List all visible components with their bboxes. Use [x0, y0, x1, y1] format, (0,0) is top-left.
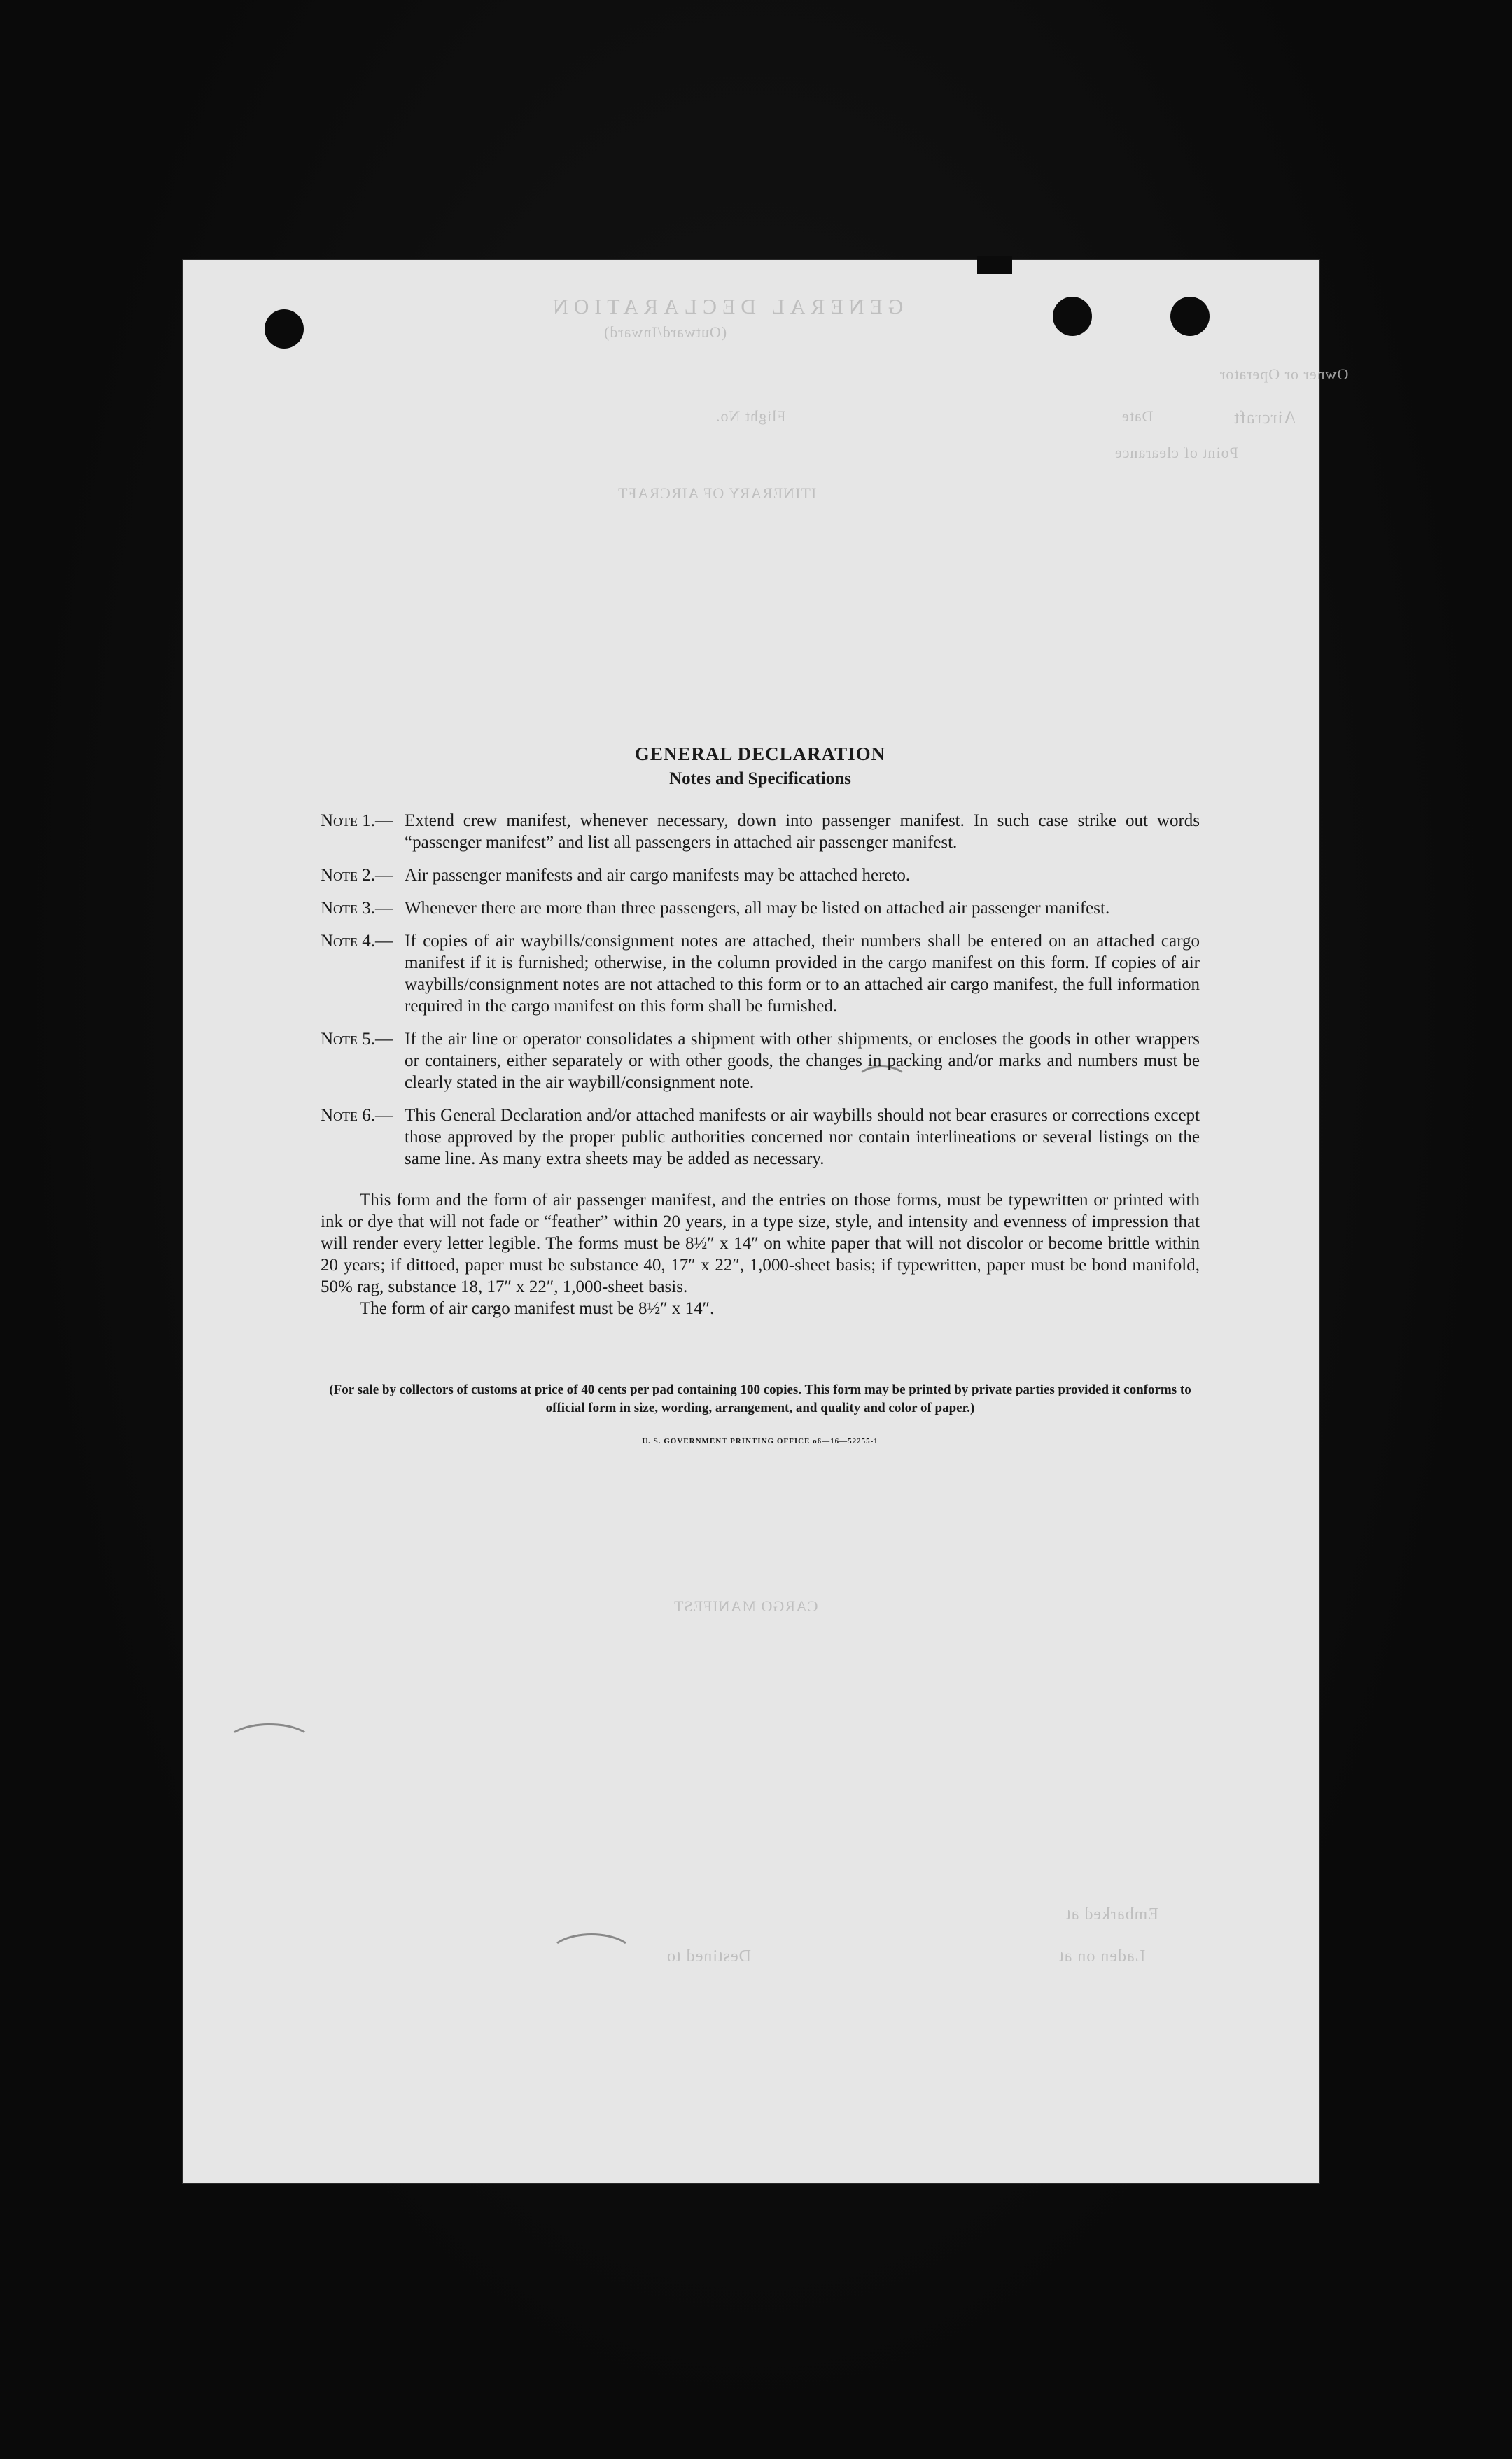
bleed-through-clearance: Point of clearance — [1114, 444, 1238, 461]
document-title: GENERAL DECLARATION — [634, 743, 886, 764]
bleed-through-direction: (Outward/Inward) — [603, 323, 727, 341]
note-label: Note 2.— — [321, 866, 393, 885]
bleed-through-itinerary: ITINERARY OF AIRCRAFT — [617, 484, 817, 502]
note-3 — [321, 897, 1200, 919]
bleed-through-laden: Laden on at — [1058, 1947, 1146, 1966]
note-label: Note 6.— — [321, 1106, 393, 1125]
bleed-through-cargo: CARGO MANIFEST — [673, 1597, 818, 1615]
note-label: Note 1.— — [321, 811, 393, 830]
note-label: Note 4.— — [321, 932, 393, 951]
bleed-through-destined: Destined to — [666, 1947, 751, 1966]
bleed-through-aircraft: Aircraft — [1233, 407, 1297, 428]
bleed-through-date: Date — [1121, 407, 1154, 425]
document-sheet — [183, 260, 1349, 2183]
note-text: Air passenger manifests and air cargo manifests may be attached hereto. — [405, 866, 911, 885]
note-label: Note 5.— — [321, 1030, 393, 1049]
bleed-through-owner: Owner or Operator — [1219, 365, 1349, 383]
notes-and-specifications — [321, 743, 1200, 1445]
sale-notice: (For sale by collectors of customs at price of 40 cents per pad containing 100 copies. This form may be printed by private parties provided it conforms to official form in size, wording, arrangement, and quality and color of paper.) — [329, 1382, 1191, 1415]
cargo-manifest-size-text: The form of air cargo manifest must be 8½″ x 14″. — [360, 1299, 715, 1318]
binding-tab — [977, 256, 1012, 274]
form-specification-paragraph — [321, 1189, 1200, 1319]
bleed-through-flight: Flight No. — [715, 407, 786, 425]
punch-hole-left — [265, 309, 304, 349]
note-6 — [321, 1105, 1200, 1170]
specification-text: This form and the form of air passenger manifest, and the entries on those forms, must be typewritten or printed with ink or dye that will not fade or “feather” within 20 years, in a type size, style, and intensity and evenness of impression that will render every letter legible. The forms must be 8½″ x 14″ on white paper that will not discolor or become brittle within 20 years; if dittoed, paper must be substance 40, 17″ x 22″, 1,000-sheet basis; if typewritten, paper must be bond manifold, 50% rag, substance 18, 17″ x 22″, 1,000-sheet basis. — [321, 1191, 1200, 1296]
handwriting-mark — [547, 1933, 636, 1980]
note-text: If copies of air waybills/consignment notes are attached, their numbers shall be entered on an attached cargo manifest if it is furnished; otherwise, in the column provided in the cargo manifest on this form. If copies of air waybills/consignment notes are not attached to this form or to an attached air cargo manifest, the full information required in the cargo manifest on this form shall be furnished. — [405, 932, 1200, 1016]
note-label: Note 3.— — [321, 899, 393, 918]
note-text: This General Declaration and/or attached manifests or air waybills should not bear erasures or corrections except those approved by the proper public authorities concerned nor contain interlineations or several listings on the same line. As many extra sheets may be added as necessary. — [405, 1106, 1200, 1168]
punch-hole-right — [1170, 297, 1210, 336]
note-text: Whenever there are more than three passengers, all may be listed on attached air passenger manifest. — [405, 899, 1110, 918]
note-4 — [321, 930, 1200, 1017]
note-5 — [321, 1028, 1200, 1093]
note-2 — [321, 864, 1200, 886]
punch-hole-center — [1053, 297, 1092, 336]
printer-line: U. S. GOVERNMENT PRINTING OFFICE o6—16—52255-1 — [642, 1437, 878, 1445]
note-text: If the air line or operator consolidates a shipment with other shipments, or encloses the goods in other wrappers or containers, either separately or with other goods, the changes in packing and/or marks and numbers must be clearly stated in the air waybill/consignment note. — [405, 1030, 1200, 1092]
bleed-through-title: GENERAL DECLARATION — [547, 295, 904, 318]
note-1 — [321, 810, 1200, 853]
handwriting-mark — [225, 1723, 314, 1763]
note-text: Extend crew manifest, whenever necessary, down into passenger manifest. In such case strike out words “passenger manifest” and list all passengers in attached air passenger manifest. — [405, 811, 1200, 852]
bleed-through-embarked: Embarked at — [1065, 1905, 1158, 1924]
document-subtitle: Notes and Specifications — [669, 769, 851, 788]
